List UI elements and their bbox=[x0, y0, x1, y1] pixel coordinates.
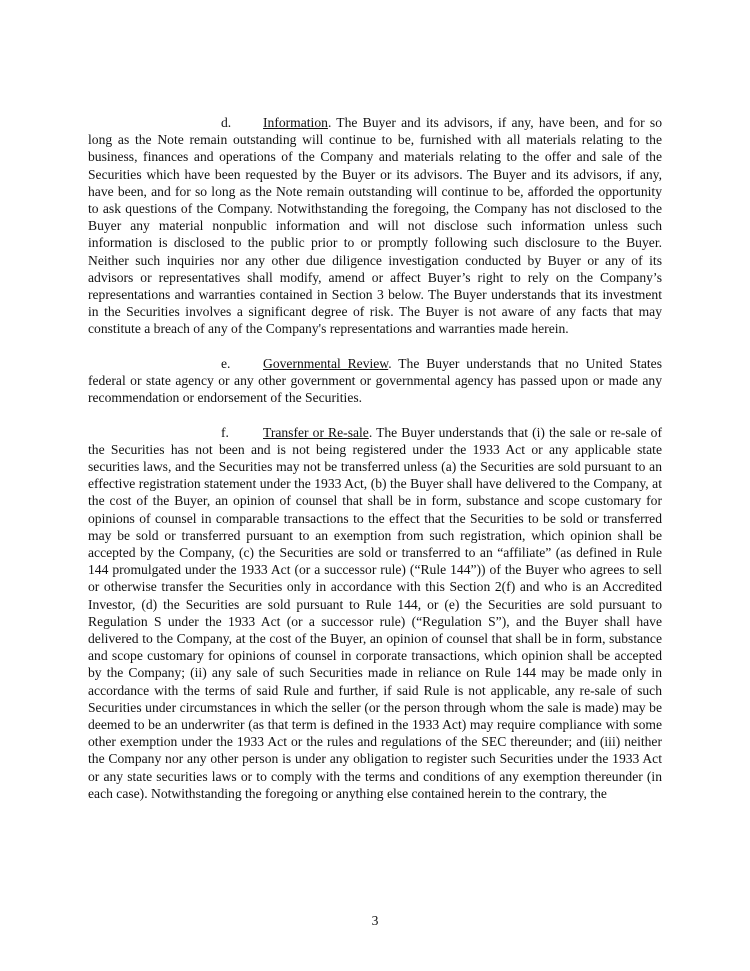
section-governmental-review bbox=[88, 355, 662, 407]
section-transfer-or-resale bbox=[88, 424, 662, 802]
section-marker: e. bbox=[221, 355, 231, 371]
section-text: . The Buyer understands that (i) the sale or re-sale of the Securities has not been and is not being registered under the 1933 Act or any applicable state securities laws, and the Securities may not be transferred unless (a) the Securities are sold pursuant to an effective registration statement under the 1933 Act, (b) the Buyer shall have delivered to the Company, at the cost of the Buyer, an opinion of counsel that shall be in form, substance and scope customary for opinions of counsel in comparable transactions to the effect that the Securities to be sold or transferred may be sold or transferred pursuant to an exemption from such registration, which opinion shall be accepted by the Company, (c) the Securities are sold or transferred to an “affiliate” (as defined in Rule 144 promulgated under the 1933 Act (or a successor rule) (“Rule 144”)) of the Buyer who agrees to sell or otherwise transfer the Securities only in accordance with this Section 2(f) and who is an Accredited Investor, (d) the Securities are sold pursuant to Rule 144, or (e) the Securities are sold pursuant to Regulation S under the 1933 Act (or a successor rule) (“Regulation S”), and the Buyer shall have delivered to the Company, at the cost of the Buyer, an opinion of counsel that shall be in form, substance and scope customary for opinions of counsel in corporate transactions, which opinion shall be accepted by the Company; (ii) any sale of such Securities made in reliance on Rule 144 may be made only in accordance with the terms of said Rule and further, if said Rule is not applicable, any re-sale of such Securities under circumstances in which the seller (or the person through whom the sale is made) may be deemed to be an underwriter (as that term is defined in the 1933 Act) may require compliance with some other exemption under the 1933 Act or the rules and regulations of the SEC thereunder; and (iii) neither the Company nor any other person is under any obligation to register such Securities under the 1933 Act or any state securities laws or to comply with the terms and conditions of any exemption thereunder (in each case). Notwithstanding the foregoing or anything else contained herein to the contrary, the bbox=[88, 424, 662, 801]
section-heading: Governmental Review bbox=[263, 355, 389, 371]
section-heading: Transfer or Re-sale bbox=[263, 424, 369, 440]
section-heading: Information bbox=[263, 115, 328, 130]
section-text: . The Buyer and its advisors, if any, have been, and for so long as the Note remain outstanding will continue to be, furnished with all materials relating to the business, finances and operations of the Company and materials relating to the offer and sale of the Securities which have been requested by the Buyer or its advisors. The Buyer and its advisors, if any, have been, and for so long as the Note remain outstanding will continue to be, afforded the opportunity to ask questions of the Company. Notwithstanding the foregoing, the Company has not disclosed to the Buyer any material nonpublic information and will not disclose such information unless such information is disclosed to the public prior to or promptly following such disclosure to the Buyer. Neither such inquiries nor any other due diligence investigation conducted by Buyer or any of its advisors or representatives shall modify, amend or affect Buyer’s right to rely on the Company’s representations and warranties contained in Section 3 below. The Buyer understands that its investment in the Securities involves a significant degree of risk. The Buyer is not aware of any facts that may constitute a breach of any of the Company's representations and warranties made herein. bbox=[88, 115, 662, 337]
section-information bbox=[88, 114, 662, 338]
section-marker: f. bbox=[221, 424, 229, 440]
section-text: . The Buyer understands that no United States federal or state agency or any other government or governmental agency has passed upon or made any recommendation or endorsement of the Securities. bbox=[88, 355, 662, 406]
page-number: 3 bbox=[371, 913, 379, 928]
document-body bbox=[88, 114, 662, 802]
section-marker: d. bbox=[221, 115, 232, 130]
